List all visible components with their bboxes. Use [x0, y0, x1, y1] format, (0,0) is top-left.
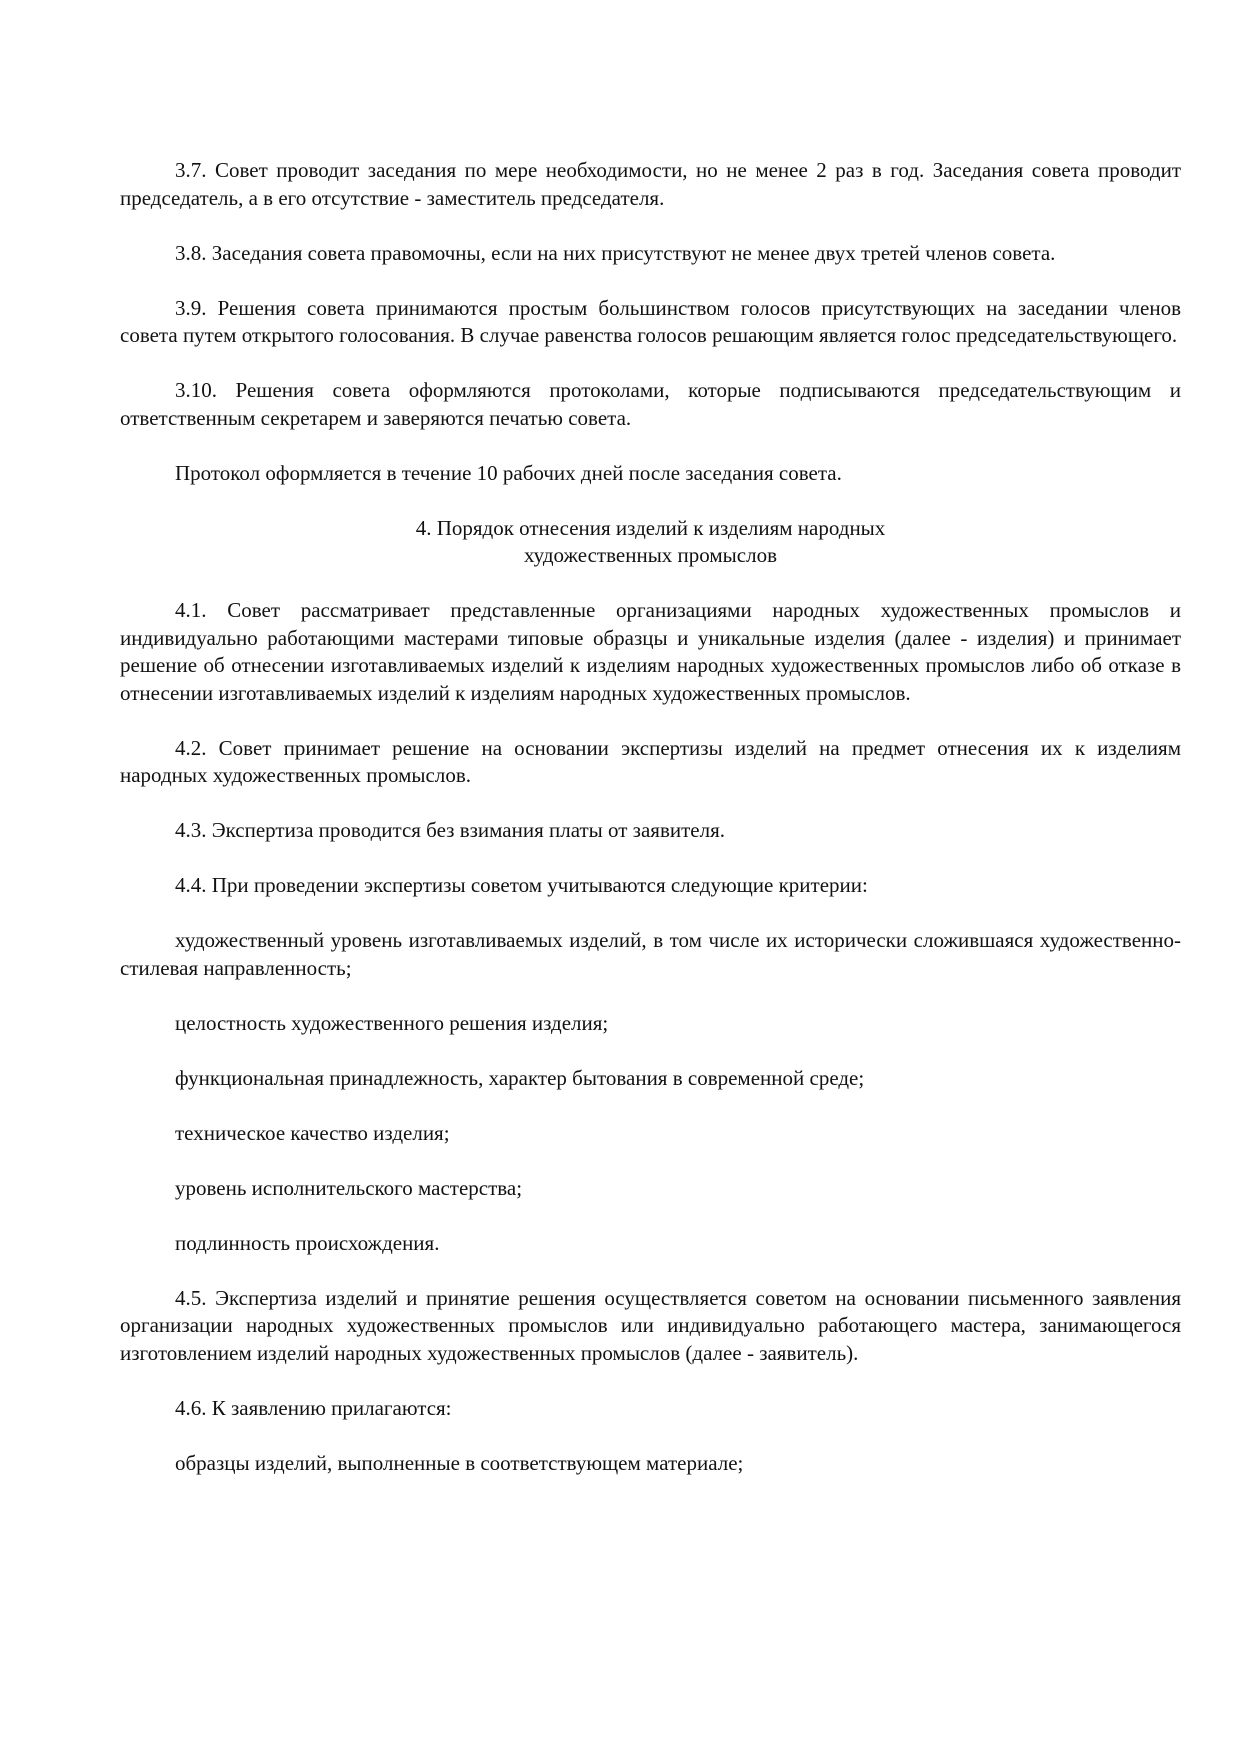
paragraph-4-4: 4.4. При проведении экспертизы советом учитываются следующие критерии:	[175, 873, 868, 897]
paragraph-3-9: 3.9. Решения совета принимаются простым большинством голосов присутствующих на заседании членов совета путем открытого голосования. В случае равенства голосов решающим является голос председательствующего.	[120, 295, 1181, 347]
section-heading-line-2: художественных промыслов	[523, 543, 777, 567]
paragraph-4-2: 4.2. Совет принимает решение на основании экспертизы изделий на предмет отнесения их к изделиям народных художественных промыслов.	[120, 735, 1181, 787]
section-heading	[120, 515, 1181, 570]
criterion-item: уровень исполнительского мастерства;	[175, 1175, 523, 1200]
criterion-item: функциональная принадлежность, характер бытования в современной среде;	[175, 1065, 865, 1090]
criterion-item: техническое качество изделия;	[175, 1120, 450, 1145]
paragraph-3-7: 3.7. Совет проводит заседания по мере необходимости, но не менее 2 раз в год. Заседания совета проводит председатель, а в его отсутствие - заместитель председателя.	[120, 158, 1181, 210]
paragraph-protocol: Протокол оформляется в течение 10 рабочих дней после заседания совета.	[175, 460, 842, 485]
criterion-item: целостность художественного решения изделия;	[175, 1010, 609, 1035]
criterion-item: подлинность происхождения.	[175, 1230, 440, 1255]
paragraph-4-1: 4.1. Совет рассматривает представленные организациями народных художественных промыслов и индивидуально работающими мастерами типовые образцы и уникальные изделия (далее - изделия) и принимает решение об отнесении изготавливаемых изделий к изделиям народных художественных промыслов либо об отказе в отнесении изготавливаемых изделий к изделиям народных художественных промыслов.	[120, 598, 1181, 705]
paragraph-4-3: 4.3. Экспертиза проводится без взимания платы от заявителя.	[175, 818, 725, 842]
paragraph-4-6: 4.6. К заявлению прилагаются:	[175, 1395, 452, 1420]
attachment-item: образцы изделий, выполненные в соответствующем материале;	[175, 1450, 744, 1475]
paragraph-4-5: 4.5. Экспертиза изделий и принятие решения осуществляется советом на основании письменного заявления организации народных художественных промыслов или индивидуально работающего мастера, занимающегося изготовлением изделий народных художественных промыслов (далее - заявитель).	[120, 1285, 1181, 1365]
paragraph-3-8: 3.8. Заседания совета правомочны, если на них присутствуют не менее двух третей членов совета.	[175, 240, 1056, 265]
paragraph-3-10: 3.10. Решения совета оформляются протоколами, которые подписываются председательствующим и ответственным секретарем и заверяются печатью совета.	[120, 378, 1181, 430]
criterion-item: художественный уровень изготавливаемых изделий, в том числе их исторически сложившаяся художественно-стилевая направленность;	[120, 928, 1181, 980]
section-heading-line-1: 4. Порядок отнесения изделий к изделиям народных	[415, 515, 886, 540]
document-page	[120, 157, 1181, 1505]
